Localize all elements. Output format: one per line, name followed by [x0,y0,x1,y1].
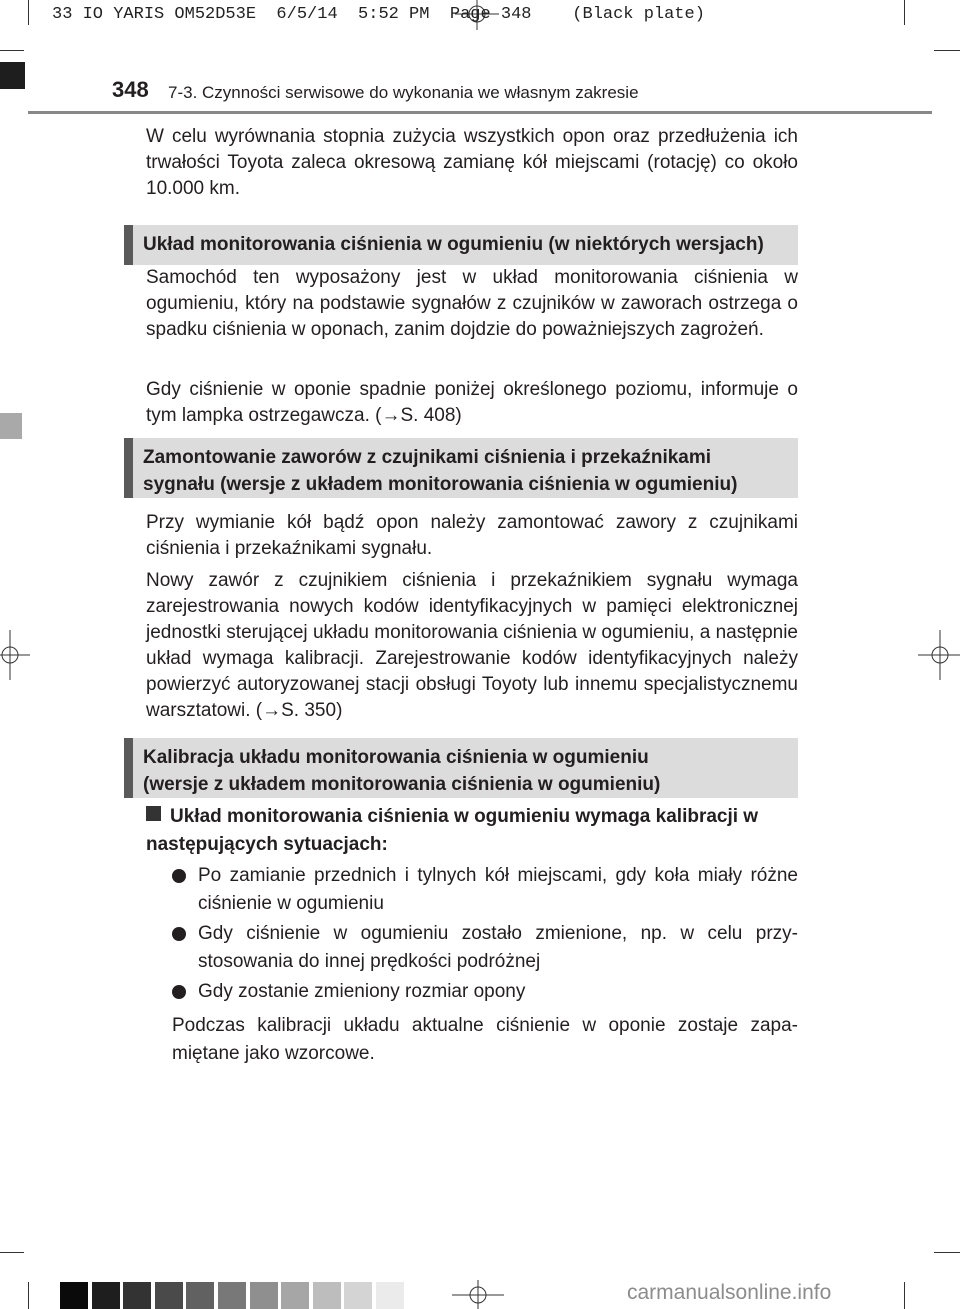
valves-paragraph-2: Nowy zawór z czujnikiem ciśnienia i przekaźnikiem sygnału wymaga zarejestrowania nowych kodów identyfikacyjnych w pamięci elektronicznej jednostki sterującej układu monitorowania ciśnienia w ogumieniu, a następnie układ wymaga kalibracji. Zarejestrowanie kodów identyfikacyjnych należy powierzyć autoryzowanej stacji obsługi Toyoty lub innemu specjalistycznemu warsztatowi. (→S. 350) [146,570,798,721]
color-swatch [281,1282,309,1309]
crop-mark [28,1282,29,1309]
crop-mark [934,50,960,51]
color-swatch [218,1282,246,1309]
valves-paragraph-1: Przy wymianie kół bądź opon należy zamontować zawory z czujnikami ciśnienia i przekaźnikami sygnału. [146,512,798,559]
section-heading-line: Zamontowanie zaworów z czujnikami ciśnienia i przekaźnikami [143,447,712,468]
crop-mark [28,0,29,25]
intro-paragraph: W celu wyrównania stopnia zużycia wszystkich opon oraz przedłużenia ich trwałości Toyota zaleca okresową zamianę kół miejscami (rotację) co około 10.000 km. [146,126,798,199]
calibration-subheading [146,803,798,859]
crop-mark [904,1282,905,1309]
bullet-dot-icon [172,985,186,999]
print-slug: 33 IO YARIS OM52D53E 6/5/14 5:52 PM Page 348 (Black plate) [52,5,705,24]
color-swatch [92,1282,120,1309]
list-item [172,978,798,1006]
page-number: 348 [112,77,149,102]
calibration-subheading-text: Układ monitorowania ciśnienia w ogumieniu wymaga kalibracji w następujących sytuacjach: [146,806,759,855]
color-swatch [155,1282,183,1309]
color-swatch [376,1282,404,1309]
tpms-paragraph-2: Gdy ciśnienie w oponie spadnie poniżej określonego poziomu, informuje o tym lampka ostrzegawcza. (→S. 408) [146,379,798,426]
section-heading-line: sygnału (wersje z układem monitorowania ciśnienia w ogumieniu) [143,474,738,495]
list-item-text: Po zamianie przednich i tylnych kół miejscami, gdy koła miały różne ciśnienie w ogumieniu [198,865,798,914]
color-swatch [313,1282,341,1309]
crop-mark [934,1252,960,1253]
color-swatch [186,1282,214,1309]
bullet-dot-icon [172,869,186,883]
list-item-text: Gdy zostanie zmieniony rozmiar opony [198,981,526,1002]
square-bullet-icon [146,806,161,821]
list-item-text: Gdy ciśnienie w ogumieniu zostało zmienione, np. w celu przystosowania do innej prędkości podróżnej [198,923,798,972]
color-swatch [123,1282,151,1309]
registration-mark-left [0,630,30,680]
color-swatch [250,1282,278,1309]
crop-mark [0,50,24,51]
section-heading-valves [124,438,798,498]
section-heading-tpms: Układ monitorowania ciśnienia w ogumieniu (w niektórych wersjach) [124,225,798,265]
list-item [172,920,798,976]
crop-mark [904,0,905,25]
section-heading-line: (wersje z układem monitorowania ciśnienia w ogumieniu) [143,774,661,795]
running-header: 7-3. Czynności serwisowe do wykonania we własnym zakresie [168,83,639,102]
registration-mark-bottom [452,1280,504,1309]
calibration-closing: Podczas kalibracji układu aktualne ciśnienie w oponie zostaje zapamiętane jako wzorcowe. [172,1015,798,1064]
bullet-dot-icon [172,927,186,941]
color-swatch [60,1282,88,1309]
watermark: carmanualsonline.info [627,1281,832,1304]
tpms-paragraph-1: Samochód ten wyposażony jest w układ monitorowania ciśnienia w ogumieniu, który na podstawie sygnałów z czujników w zaworach ostrzega o spadku ciśnienia w oponach, zanim dojdzie do poważniejszych zagrożeń. [146,267,798,340]
chapter-tab [0,62,25,89]
section-heading-line: Kalibracja układu monitorowania ciśnienia w ogumieniu [143,747,649,768]
list-item [172,862,798,918]
registration-mark-right [918,630,960,680]
header-rule [28,111,932,114]
section-tab [0,413,22,439]
color-swatch [344,1282,372,1309]
crop-mark [0,1252,24,1253]
section-heading-calibration [124,738,798,798]
